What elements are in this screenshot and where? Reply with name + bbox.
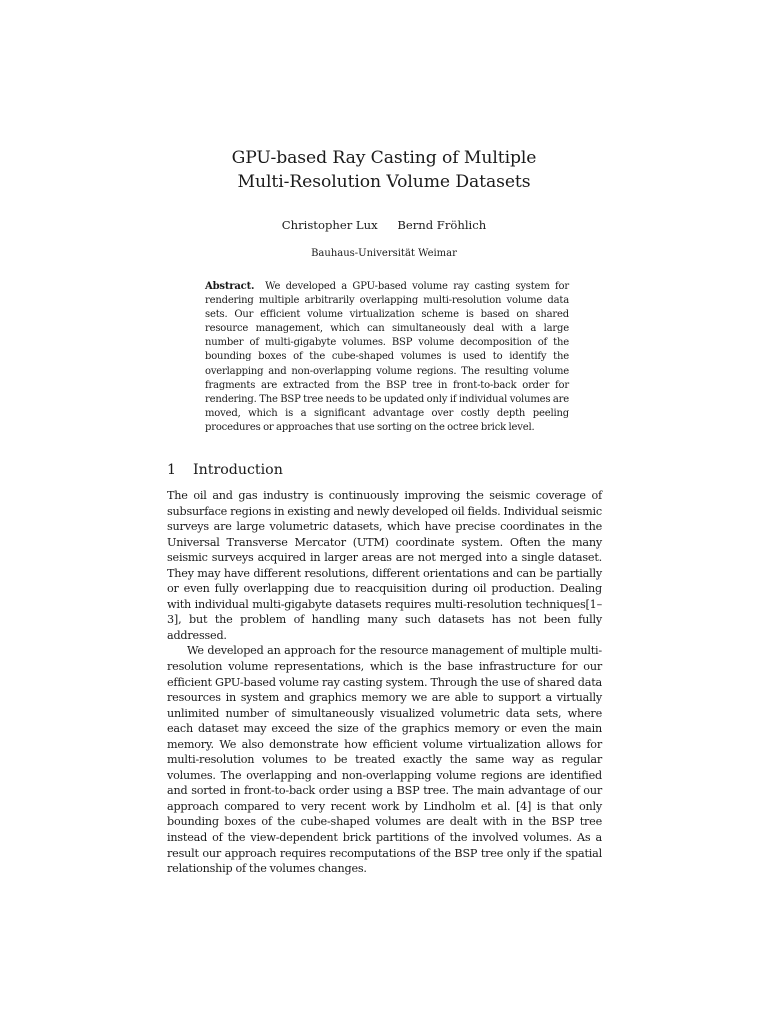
paper-title-line-1: GPU-based Ray Casting of Multiple bbox=[231, 148, 537, 168]
section-number: 1 bbox=[167, 462, 177, 478]
abstract-text: We developed a GPU-based volume ray casting system for rendering multiple arbitrarily overlapping multi-resolution volume data sets. Our efficient volume virtualization scheme is based on shared resource management, which can simultaneously deal with a large number of multi-gigabyte volumes. BSP volume decomposition of the bounding boxes of the cube-shaped volumes is used to identify the overlapping and non-overlapping volume regions. The resulting volume fragments are extracted from the BSP tree in front-to-back order for rendering. The BSP tree needs to be updated only if individual volumes are moved, which is a significant advantage over costly depth peeling procedures or approaches that use sorting on the octree brick level. bbox=[205, 281, 569, 433]
abstract bbox=[205, 280, 569, 435]
abstract-label: Abstract. bbox=[205, 281, 255, 292]
author-name: Bernd Fröhlich bbox=[397, 218, 487, 232]
author-list bbox=[0, 217, 768, 233]
paper-title-line-2: Multi-Resolution Volume Datasets bbox=[237, 172, 531, 192]
author-name: Christopher Lux bbox=[281, 218, 378, 232]
section-body bbox=[167, 488, 602, 877]
author-affiliation: Bauhaus-Universität Weimar bbox=[311, 248, 457, 259]
section-title: Introduction bbox=[193, 462, 283, 478]
paper-title bbox=[0, 146, 768, 194]
body-paragraph: We developed an approach for the resource management of multiple multi-resolution volume representations, which is the base infrastructure for our efficient GPU-based volume ray casting system. Through the use of shared data resources in system and graphics memory we are able to support a virtually unlimited number of simultaneously visualized volumetric data sets, where each dataset may exceed the size of the graphics memory or even the main memory. We also demonstrate how efficient volume virtualization allows for multi-resolution volumes to be treated exactly the same way as regular volumes. The overlapping and non-overlapping volume regions are identified and sorted in front-to-back order using a BSP tree. The main advantage of our approach compared to very recent work by Lindholm et al. [4] is that only bounding boxes of the cube-shaped volumes are dealt with in the BSP tree instead of the view-dependent brick partitions of the involved volumes. As a result our approach requires recomputations of the BSP tree only if the spatial relationship of the volumes changes. bbox=[167, 644, 602, 876]
section-heading bbox=[167, 460, 283, 480]
body-paragraph: The oil and gas industry is continuously improving the seismic coverage of subsurface regions in existing and newly developed oil fields. Individual seismic surveys are large volumetric datasets, which have precise coordinates in the Universal Transverse Mercator (UTM) coordinate system. Often the many seismic surveys acquired in larger areas are not merged into a single dataset. They may have different resolutions, different orientations and can be partially or even fully overlapping due to reacquisition during oil production. Dealing with individual multi-gigabyte datasets requires multi-resolution techniques[1–3], but the problem of handling many such datasets has not been fully addressed. bbox=[167, 489, 602, 642]
